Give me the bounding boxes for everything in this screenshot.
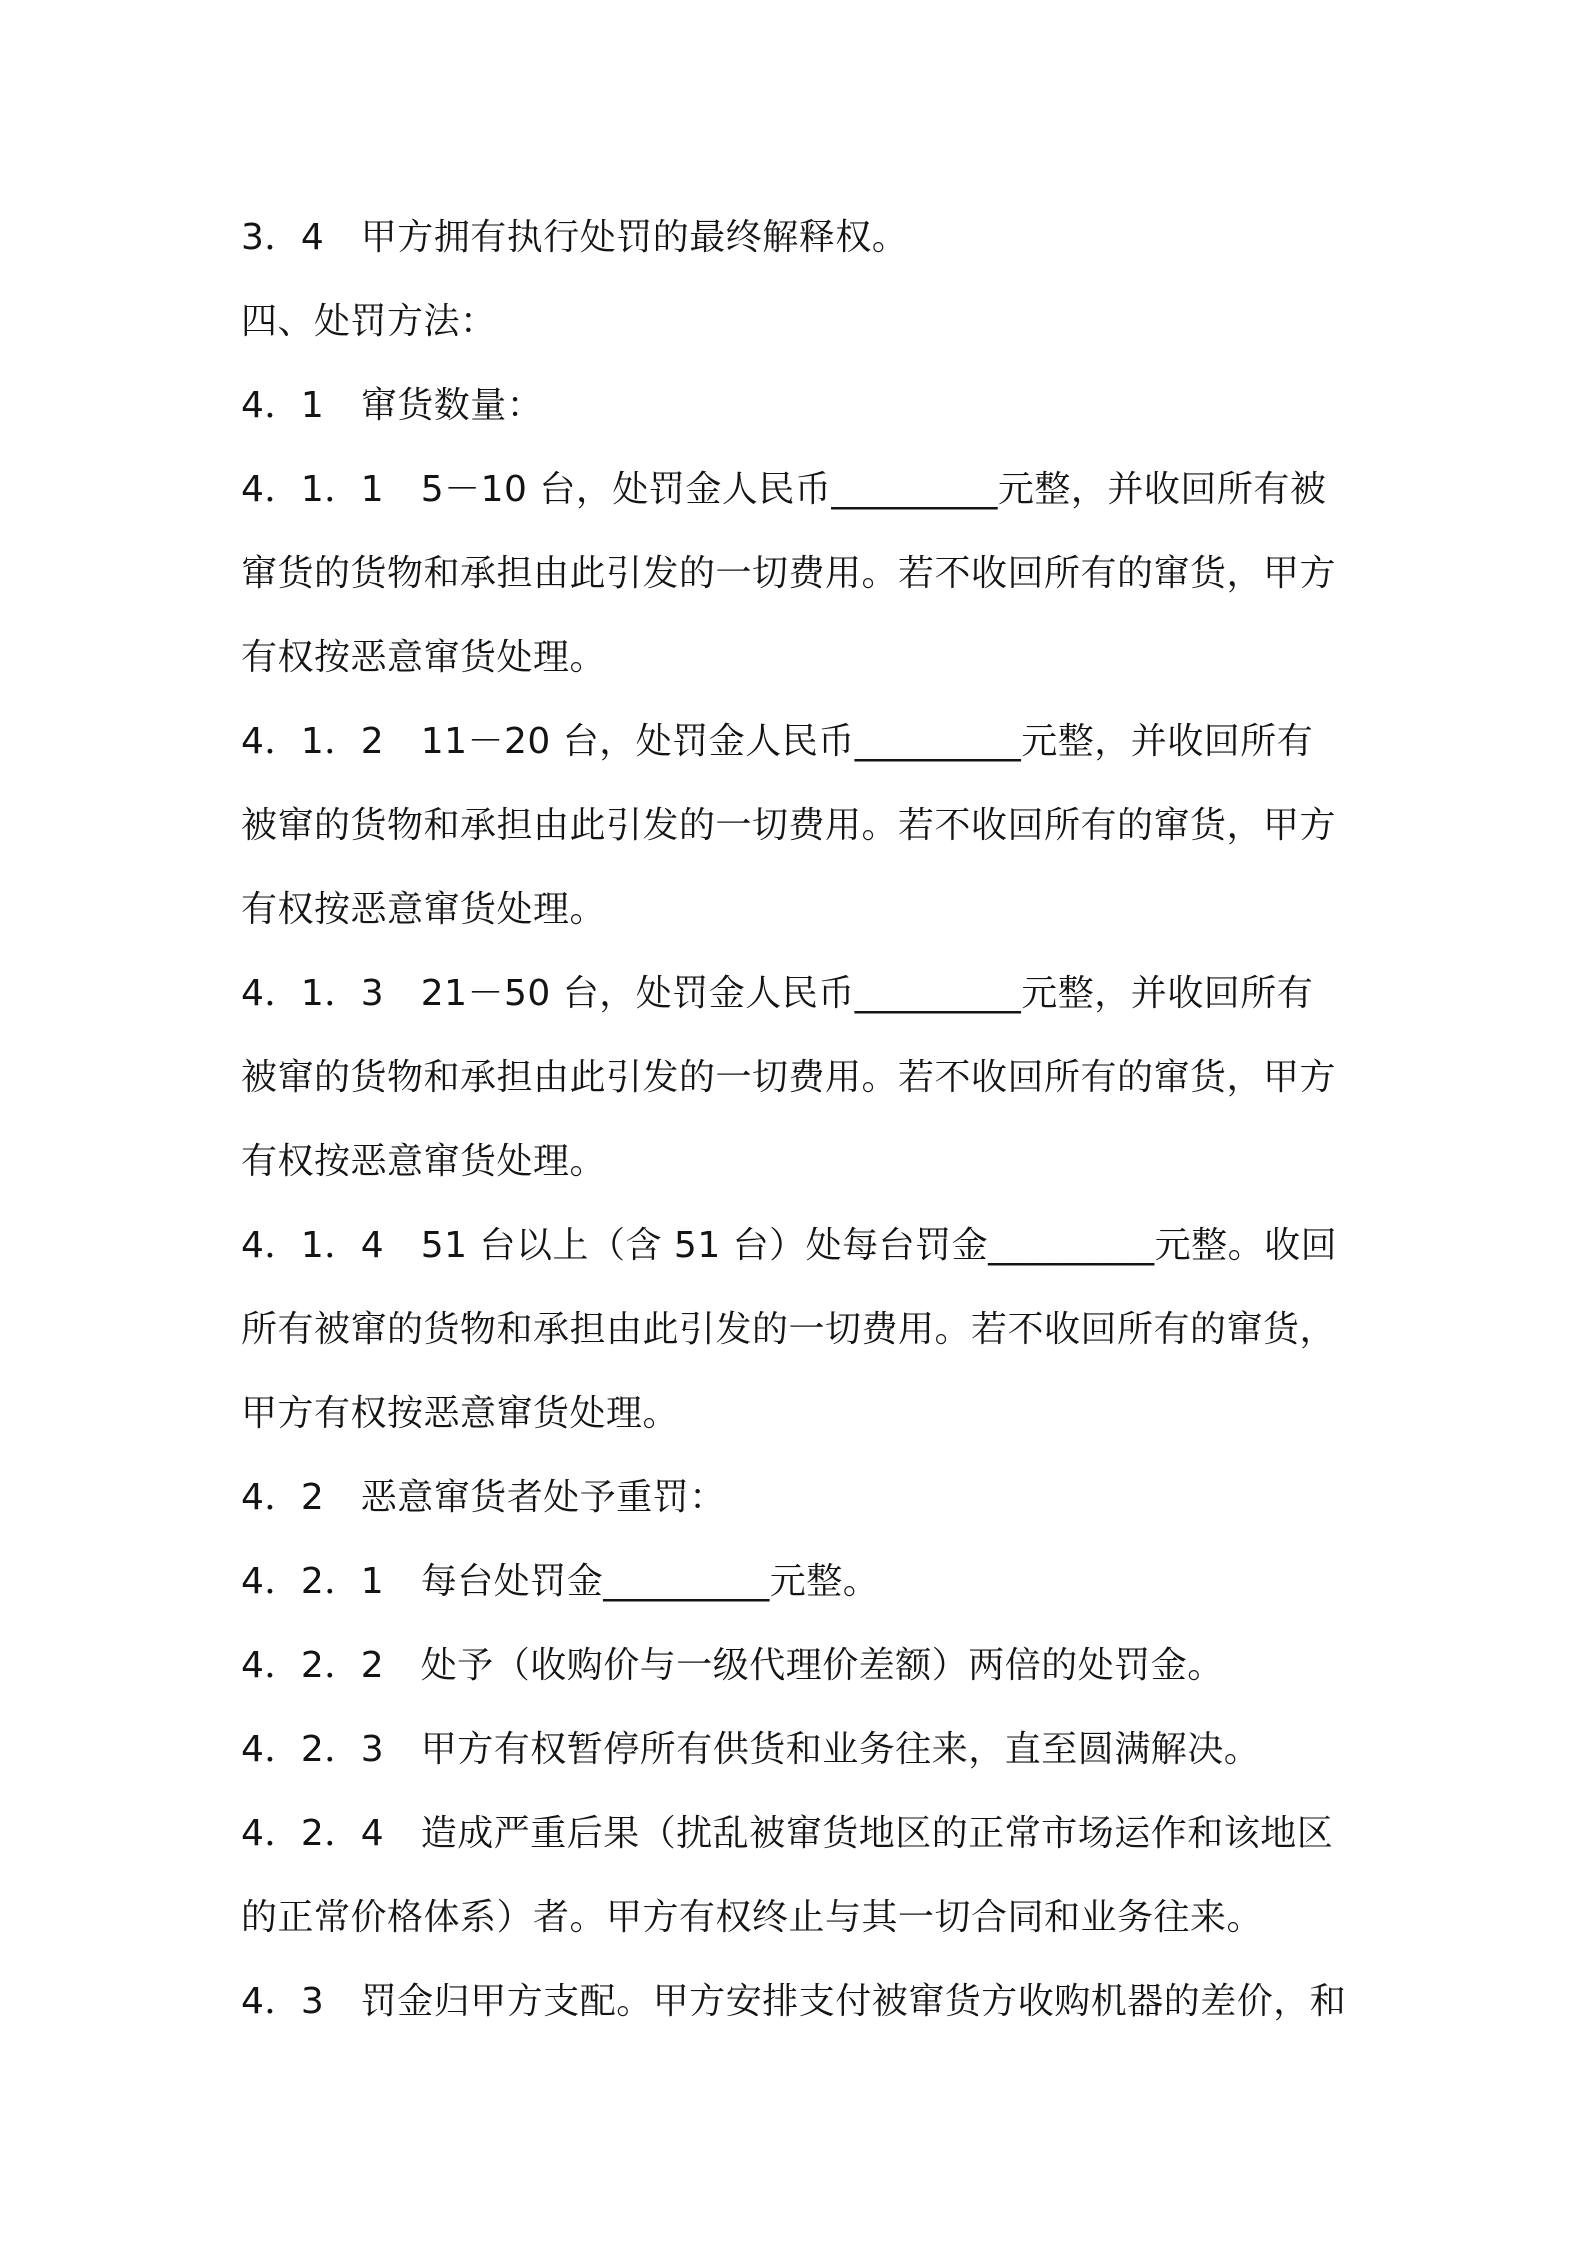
clause-4-2-4-line-1: 4．2．4 造成严重后果（扰乱被窜货地区的正常市场运作和该地区: [241, 1813, 1334, 1854]
clause-4-2-3: 4．2．3 甲方有权暂停所有供货和业务往来，直至圆满解决。: [241, 1729, 1261, 1770]
clause-4-1-4-line-1: 4．1．4 51 台以上（含 51 台）处每台罚金_________元整。收回: [241, 1225, 1338, 1266]
clause-4-2: 4．2 恶意窜货者处予重罚：: [241, 1477, 726, 1518]
clause-4-3-line-1: 4．3 罚金归甲方支配。甲方安排支付被窜货方收购机器的差价，和: [241, 1981, 1347, 2022]
clause-4-1-2-line-2: 被窜的货物和承担由此引发的一切费用。若不收回所有的窜货，甲方: [241, 805, 1337, 846]
clause-4-1-2-line-1: 4．1．2 11－20 台，处罚金人民币_________元整，并收回所有: [241, 721, 1314, 762]
clause-4-1-1-line-1: 4．1．1 5－10 台，处罚金人民币_________元整，并收回所有被: [241, 469, 1327, 510]
clause-4-2-1: 4．2．1 每台处罚金_________元整。: [241, 1561, 880, 1602]
section-4-heading: 四、处罚方法：: [241, 301, 497, 342]
clause-4-1-3-line-3: 有权按恶意窜货处理。: [241, 1141, 607, 1182]
clause-4-1-4-line-3: 甲方有权按恶意窜货处理。: [241, 1393, 680, 1434]
document-body: [241, 196, 1356, 2044]
clause-4-2-2: 4．2．2 处予（收购价与一级代理价差额）两倍的处罚金。: [241, 1645, 1224, 1686]
clause-4-1-1-line-2: 窜货的货物和承担由此引发的一切费用。若不收回所有的窜货，甲方: [241, 553, 1337, 594]
clause-4-1: 4．1 窜货数量：: [241, 385, 544, 426]
clause-3-4: 3．4 甲方拥有执行处罚的最终解释权。: [241, 217, 909, 258]
clause-4-1-1-line-3: 有权按恶意窜货处理。: [241, 637, 607, 678]
clause-4-1-3-line-1: 4．1．3 21－50 台，处罚金人民币_________元整，并收回所有: [241, 973, 1314, 1014]
clause-4-2-4-line-2: 的正常价格体系）者。甲方有权终止与其一切合同和业务往来。: [241, 1897, 1264, 1938]
clause-4-1-2-line-3: 有权按恶意窜货处理。: [241, 889, 607, 930]
clause-4-1-4-line-2: 所有被窜的货物和承担由此引发的一切费用。若不收回所有的窜货，: [241, 1309, 1337, 1350]
clause-4-1-3-line-2: 被窜的货物和承担由此引发的一切费用。若不收回所有的窜货，甲方: [241, 1057, 1337, 1098]
